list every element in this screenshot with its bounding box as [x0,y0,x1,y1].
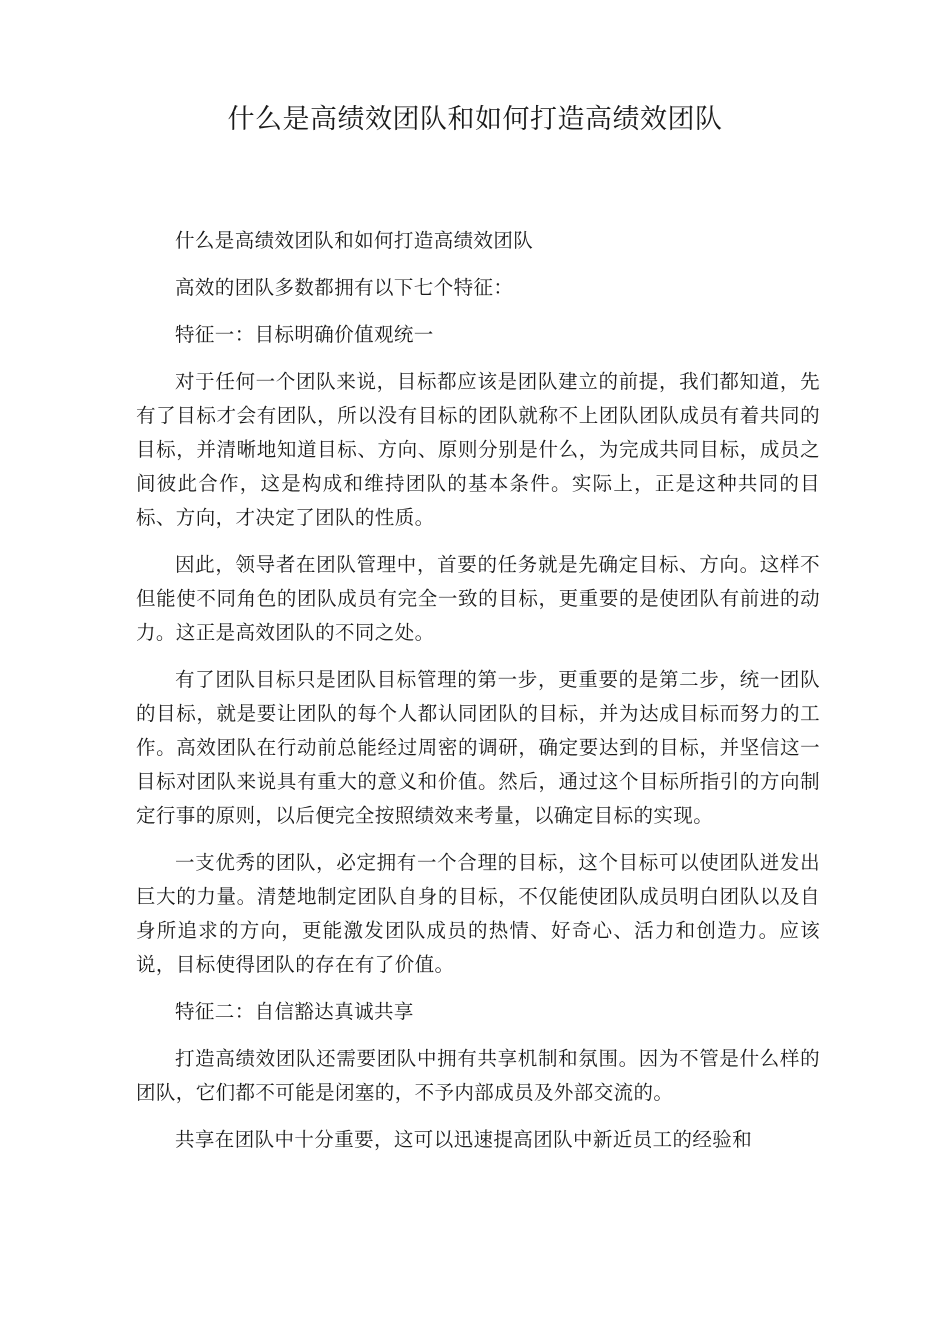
paragraph-subtitle: 什么是高绩效团队和如何打造高绩效团队 [175,229,534,252]
document-title: 什么是高绩效团队和如何打造高绩效团队 [227,104,723,135]
paragraph: 一支优秀的团队，必定拥有一个合理的目标，这个目标可以使团队迸发出巨大的力量。清楚地制定团队自身的目标，不仅能使团队成员明白团队以及自身所追求的方向，更能激发团队成员的热情、好奇心、活力和创造力。应该说，目标使得团队的存在有了价值。 [136,851,820,976]
paragraph: 有了团队目标只是团队目标管理的第一步，更重要的是第二步，统一团队的目标，就是要让团队的每个人都认同团队的目标，并为达成目标而努力的工作。高效团队在行动前总能经过周密的调研，确定要达到的目标，并坚信这一目标对团队来说具有重大的意义和价值。然后，通过这个目标所指引的方向制定行事的原则，以后便完全按照绩效来考量，以确定目标的实现。 [136,668,820,827]
paragraph: 对于任何一个团队来说，目标都应该是团队建立的前提，我们都知道，先有了目标才会有团队，所以没有目标的团队就称不上团队团队成员有着共同的目标，并清晰地知道目标、方向、原则分别是什么，为完成共同目标，成员之间彼此合作，这是构成和维持团队的基本条件。实际上，正是这种共同的目标、方向，才决定了团队的性质。 [136,370,820,529]
section-heading-feature-1: 特征一：目标明确价值观统一 [175,323,434,346]
section-heading-feature-2: 特征二：自信豁达真诚共享 [175,1000,414,1023]
document-body [136,224,820,1170]
paragraph: 打造高绩效团队还需要团队中拥有共享机制和氛围。因为不管是什么样的团队，它们都不可能是闭塞的，不予内部成员及外部交流的。 [136,1047,820,1104]
paragraph: 共享在团队中十分重要，这可以迅速提高团队中新近员工的经验和 [175,1128,753,1151]
paragraph-intro: 高效的团队多数都拥有以下七个特征： [175,276,514,299]
paragraph: 因此，领导者在团队管理中，首要的任务就是先确定目标、方向。这样不但能使不同角色的团队成员有完全一致的目标，更重要的是使团队有前进的动力。这正是高效团队的不同之处。 [136,553,820,644]
